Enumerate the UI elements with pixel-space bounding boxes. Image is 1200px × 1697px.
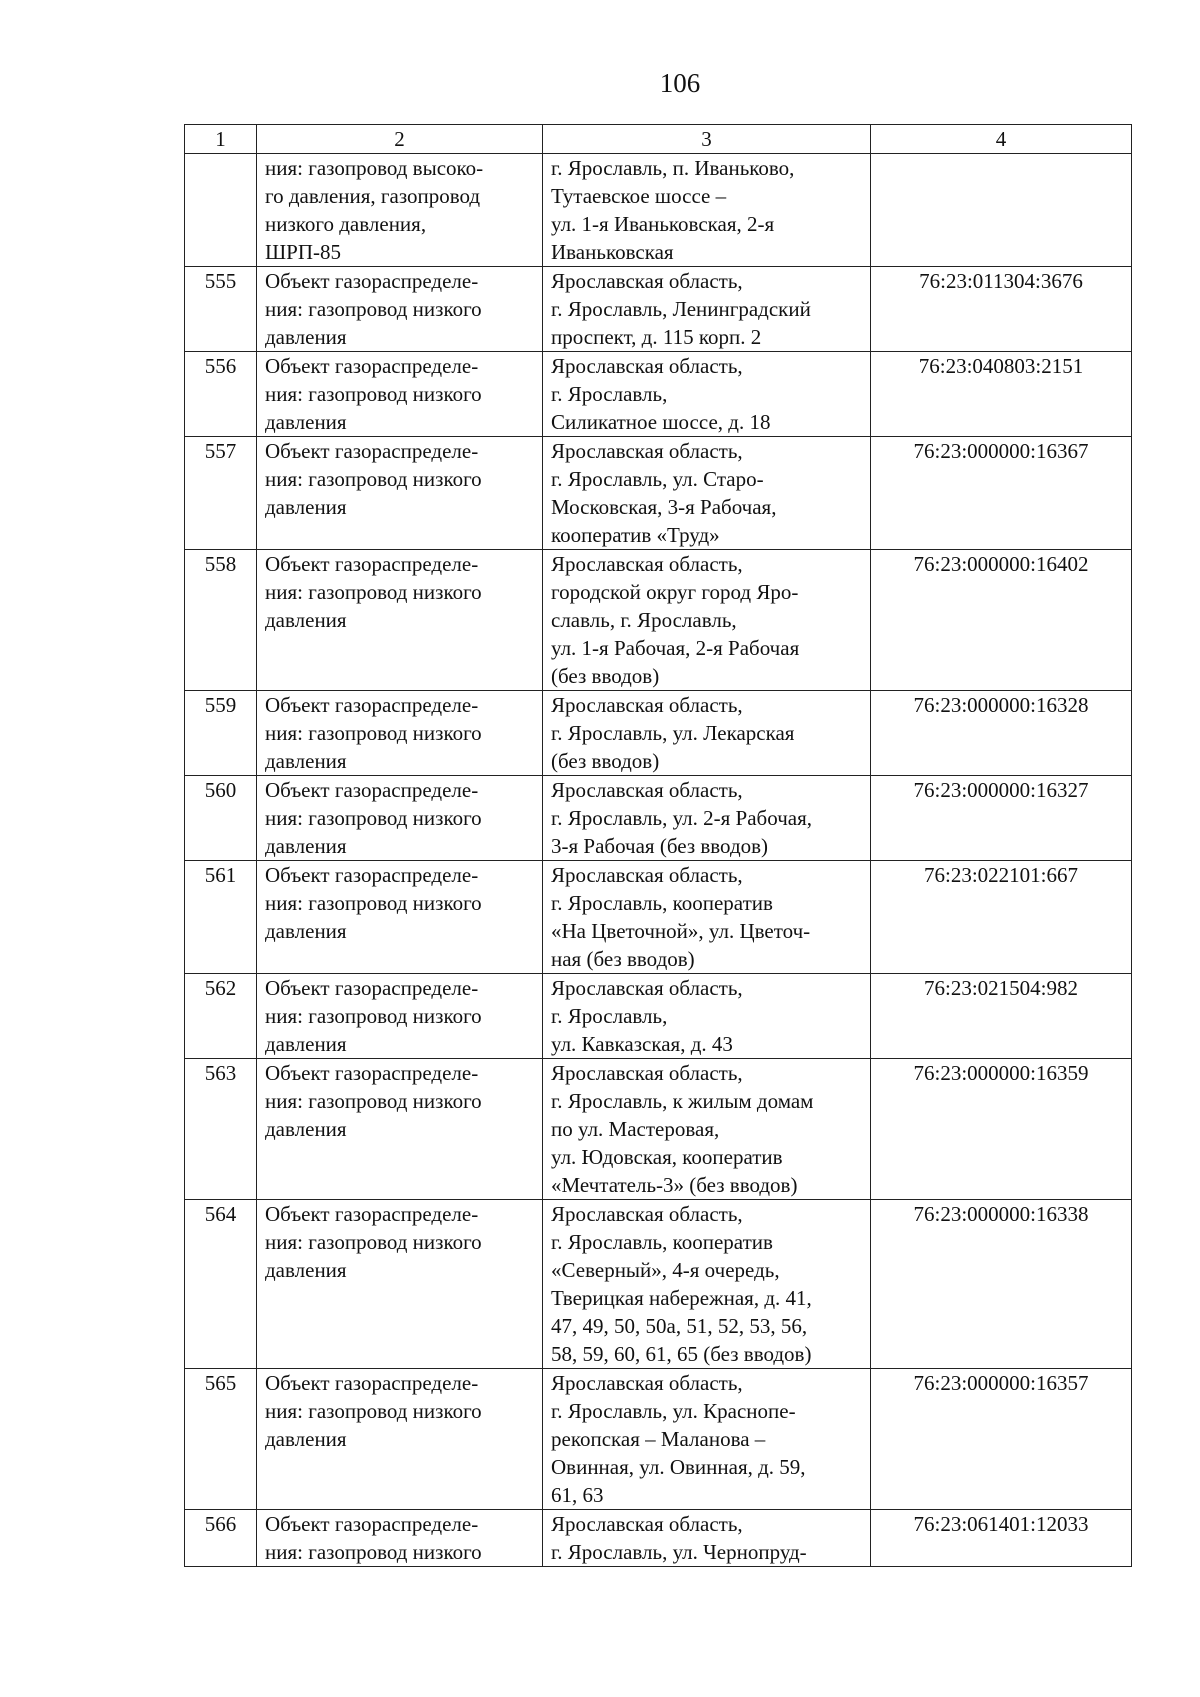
table-row xyxy=(185,550,1132,691)
address-line: ул. Юдовская, кооператив xyxy=(551,1145,783,1169)
address-cell xyxy=(543,154,871,267)
address-line: 61, 63 xyxy=(551,1483,604,1507)
column-header-2: 2 xyxy=(257,125,543,154)
address-line: Ярославская область, xyxy=(551,1371,743,1395)
address-line: Ярославская область, xyxy=(551,693,743,717)
cadastral-number: 76:23:061401:12033 xyxy=(871,1510,1132,1567)
table-row xyxy=(185,267,1132,352)
table-row xyxy=(185,1059,1132,1200)
object-name-cell xyxy=(257,1059,543,1200)
address-line: Ярославская область, xyxy=(551,1202,743,1226)
object-name-line: низкого давления, xyxy=(265,212,427,236)
address-line: г. Ярославль, п. Иваньково, xyxy=(551,156,795,180)
row-number: 557 xyxy=(185,437,257,550)
address-line: г. Ярославль, к жилым домам xyxy=(551,1089,814,1113)
object-name-cell xyxy=(257,352,543,437)
header-row xyxy=(185,125,1132,154)
address-line: г. Ярославль, ул. 2-я Рабочая, xyxy=(551,806,812,830)
object-name-line: давления xyxy=(265,1258,347,1282)
column-header-4: 4 xyxy=(871,125,1132,154)
object-name-line: Объект газораспределе- xyxy=(265,552,479,576)
object-name-line: ния: газопровод низкого xyxy=(265,580,482,604)
object-name-line: Объект газораспределе- xyxy=(265,354,479,378)
cadastral-number: 76:23:000000:16359 xyxy=(871,1059,1132,1200)
object-name-line: давления xyxy=(265,1032,347,1056)
table-body xyxy=(185,154,1132,1567)
address-line: Ярославская область, xyxy=(551,439,743,463)
address-line: проспект, д. 115 корп. 2 xyxy=(551,325,762,349)
row-number: 566 xyxy=(185,1510,257,1567)
object-name-line: ния: газопровод низкого xyxy=(265,297,482,321)
address-line: г. Ярославль, Ленинградский xyxy=(551,297,811,321)
object-name-line: Объект газораспределе- xyxy=(265,863,479,887)
address-line: «На Цветочной», ул. Цветоч- xyxy=(551,919,811,943)
cadastral-number: 76:23:011304:3676 xyxy=(871,267,1132,352)
row-number: 559 xyxy=(185,691,257,776)
address-line: Тутаевское шоссе – xyxy=(551,184,727,208)
object-name-cell xyxy=(257,550,543,691)
address-line: г. Ярославль, xyxy=(551,1004,668,1028)
object-name-line: давления xyxy=(265,410,347,434)
row-number: 555 xyxy=(185,267,257,352)
address-line: рекопская – Маланова – xyxy=(551,1427,766,1451)
table-row xyxy=(185,776,1132,861)
object-name-line: давления xyxy=(265,608,347,632)
cadastral-number: 76:23:000000:16338 xyxy=(871,1200,1132,1369)
object-name-line: ния: газопровод низкого xyxy=(265,382,482,406)
row-number: 558 xyxy=(185,550,257,691)
table-row xyxy=(185,974,1132,1059)
object-name-cell xyxy=(257,1200,543,1369)
address-line: (без вводов) xyxy=(551,749,660,773)
address-line: 58, 59, 60, 61, 65 (без вводов) xyxy=(551,1342,812,1366)
address-line: г. Ярославль, ул. Краснопе- xyxy=(551,1399,796,1423)
address-line: ул. 1-я Иваньковская, 2-я xyxy=(551,212,775,236)
address-cell xyxy=(543,352,871,437)
address-line: «Мечтатель-3» (без вводов) xyxy=(551,1173,798,1197)
cadastral-number xyxy=(871,154,1132,267)
object-name-line: Объект газораспределе- xyxy=(265,269,479,293)
object-name-line: ния: газопровод низкого xyxy=(265,1540,482,1564)
object-name-line: Объект газораспределе- xyxy=(265,693,479,717)
row-number: 556 xyxy=(185,352,257,437)
object-name-line: давления xyxy=(265,749,347,773)
address-line: ная (без вводов) xyxy=(551,947,695,971)
address-cell xyxy=(543,691,871,776)
address-cell xyxy=(543,267,871,352)
table-row xyxy=(185,861,1132,974)
object-name-line: Объект газораспределе- xyxy=(265,1371,479,1395)
address-line: (без вводов) xyxy=(551,664,660,688)
object-name-line: давления xyxy=(265,1117,347,1141)
table-row xyxy=(185,154,1132,267)
row-number: 563 xyxy=(185,1059,257,1200)
cadastral-number: 76:23:000000:16327 xyxy=(871,776,1132,861)
address-line: городской округ город Яро- xyxy=(551,580,799,604)
object-name-line: ния: газопровод низкого xyxy=(265,1399,482,1423)
address-line: Иваньковская xyxy=(551,240,674,264)
object-name-line: ния: газопровод низкого xyxy=(265,467,482,491)
row-number: 562 xyxy=(185,974,257,1059)
address-line: г. Ярославль, ул. Чернопруд- xyxy=(551,1540,807,1564)
address-line: г. Ярославль, ул. Лекарская xyxy=(551,721,795,745)
address-line: Ярославская область, xyxy=(551,1061,743,1085)
cadastral-number: 76:23:000000:16402 xyxy=(871,550,1132,691)
address-cell xyxy=(543,1059,871,1200)
object-name-line: Объект газораспределе- xyxy=(265,1512,479,1536)
address-line: Московская, 3-я Рабочая, xyxy=(551,495,777,519)
address-line: кооператив «Труд» xyxy=(551,523,720,547)
object-name-line: ШРП-85 xyxy=(265,240,342,264)
row-number: 560 xyxy=(185,776,257,861)
cadastral-number: 76:23:040803:2151 xyxy=(871,352,1132,437)
address-cell xyxy=(543,1200,871,1369)
object-name-line: давления xyxy=(265,325,347,349)
object-name-line: Объект газораспределе- xyxy=(265,778,479,802)
address-line: г. Ярославль, ул. Старо- xyxy=(551,467,764,491)
cadastral-number: 76:23:022101:667 xyxy=(871,861,1132,974)
address-line: Ярославская область, xyxy=(551,354,743,378)
address-cell xyxy=(543,776,871,861)
object-name-line: давления xyxy=(265,919,347,943)
object-name-line: ния: газопровод низкого xyxy=(265,1089,482,1113)
object-name-line: ния: газопровод низкого xyxy=(265,891,482,915)
object-name-line: го давления, газопровод xyxy=(265,184,481,208)
column-header-1: 1 xyxy=(185,125,257,154)
object-name-line: давления xyxy=(265,834,347,858)
object-name-line: Объект газораспределе- xyxy=(265,976,479,1000)
table-row xyxy=(185,437,1132,550)
cadastral-number: 76:23:000000:16357 xyxy=(871,1369,1132,1510)
object-name-line: ния: газопровод низкого xyxy=(265,1004,482,1028)
object-name-cell xyxy=(257,267,543,352)
address-cell xyxy=(543,1369,871,1510)
cadastral-number: 76:23:000000:16367 xyxy=(871,437,1132,550)
address-line: 47, 49, 50, 50а, 51, 52, 53, 56, xyxy=(551,1314,808,1338)
object-name-cell xyxy=(257,861,543,974)
object-name-cell xyxy=(257,154,543,267)
object-name-cell xyxy=(257,437,543,550)
object-name-cell xyxy=(257,1369,543,1510)
object-name-line: ния: газопровод высоко- xyxy=(265,156,484,180)
address-line: г. Ярославль, кооператив xyxy=(551,1230,773,1254)
table-row xyxy=(185,1200,1132,1369)
object-name-line: Объект газораспределе- xyxy=(265,1202,479,1226)
column-header-3: 3 xyxy=(543,125,871,154)
object-name-line: ния: газопровод низкого xyxy=(265,806,482,830)
address-line: г. Ярославль, xyxy=(551,382,668,406)
object-name-line: Объект газораспределе- xyxy=(265,439,479,463)
object-name-cell xyxy=(257,974,543,1059)
address-line: Овинная, ул. Овинная, д. 59, xyxy=(551,1455,806,1479)
address-line: Ярославская область, xyxy=(551,552,743,576)
address-line: ул. Кавказская, д. 43 xyxy=(551,1032,733,1056)
address-line: Ярославская область, xyxy=(551,269,743,293)
table-row xyxy=(185,352,1132,437)
address-line: г. Ярославль, кооператив xyxy=(551,891,773,915)
page-number: 106 xyxy=(659,68,701,98)
registry-table xyxy=(184,124,1132,1567)
address-line: Ярославская область, xyxy=(551,778,743,802)
address-line: 3-я Рабочая (без вводов) xyxy=(551,834,769,858)
address-line: Силикатное шоссе, д. 18 xyxy=(551,410,771,434)
object-name-line: давления xyxy=(265,1427,347,1451)
row-number: 561 xyxy=(185,861,257,974)
table-row xyxy=(185,691,1132,776)
address-cell xyxy=(543,437,871,550)
object-name-line: ния: газопровод низкого xyxy=(265,721,482,745)
address-line: ул. 1-я Рабочая, 2-я Рабочая xyxy=(551,636,800,660)
address-cell xyxy=(543,550,871,691)
address-line: Ярославская область, xyxy=(551,976,743,1000)
address-line: Ярославская область, xyxy=(551,1512,743,1536)
row-number xyxy=(185,154,257,267)
cadastral-number: 76:23:021504:982 xyxy=(871,974,1132,1059)
address-line: по ул. Мастеровая, xyxy=(551,1117,720,1141)
object-name-line: Объект газораспределе- xyxy=(265,1061,479,1085)
object-name-line: давления xyxy=(265,495,347,519)
address-cell xyxy=(543,861,871,974)
object-name-cell xyxy=(257,1510,543,1567)
row-number: 564 xyxy=(185,1200,257,1369)
address-cell xyxy=(543,1510,871,1567)
address-line: славль, г. Ярославль, xyxy=(551,608,737,632)
object-name-cell xyxy=(257,776,543,861)
table-row xyxy=(185,1510,1132,1567)
address-line: «Северный», 4-я очередь, xyxy=(551,1258,780,1282)
cadastral-number: 76:23:000000:16328 xyxy=(871,691,1132,776)
table-row xyxy=(185,1369,1132,1510)
address-cell xyxy=(543,974,871,1059)
row-number: 565 xyxy=(185,1369,257,1510)
address-line: Ярославская область, xyxy=(551,863,743,887)
address-line: Тверицкая набережная, д. 41, xyxy=(551,1286,812,1310)
object-name-line: ния: газопровод низкого xyxy=(265,1230,482,1254)
object-name-cell xyxy=(257,691,543,776)
